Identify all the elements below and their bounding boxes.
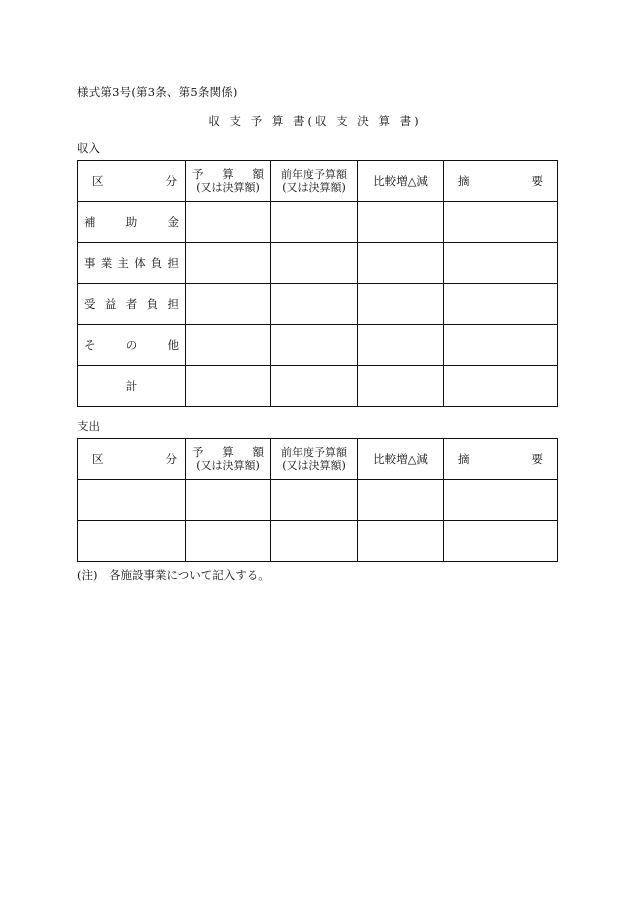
income-header-row (78, 161, 558, 202)
cell-previous-year[interactable] (271, 202, 358, 243)
table-row (78, 202, 558, 243)
cell-comparison[interactable] (358, 366, 444, 407)
cell-comparison[interactable] (358, 325, 444, 366)
cell-summary[interactable] (444, 480, 558, 521)
cell-category[interactable] (78, 480, 186, 521)
header-budget-amount: 予 算 額 (又は決算額) (186, 161, 271, 202)
cell-previous-year[interactable] (271, 325, 358, 366)
cell-summary[interactable] (444, 202, 558, 243)
footnote: (注) 各施設事業について記入する。 (77, 568, 270, 582)
header-previous-year-budget: 前年度予算額 (又は決算額) (271, 161, 358, 202)
form-number: 様式第3号(第3条、第5条関係) (77, 85, 238, 99)
cell-budget[interactable] (186, 243, 271, 284)
row-label-operator-burden: 事 業 主 体 負 担 (78, 243, 186, 284)
header-comparison: 比較増△減 (358, 161, 444, 202)
header-summary: 摘 要 (444, 439, 558, 480)
cell-budget[interactable] (186, 202, 271, 243)
row-label-total: 計 (78, 366, 186, 407)
cell-budget[interactable] (186, 325, 271, 366)
table-row (78, 243, 558, 284)
row-label-subsidy: 補 助 金 (78, 202, 186, 243)
expense-header-row (78, 439, 558, 480)
cell-budget[interactable] (186, 521, 271, 562)
cell-previous-year[interactable] (271, 243, 358, 284)
cell-comparison[interactable] (358, 284, 444, 325)
table-row (78, 366, 558, 407)
cell-comparison[interactable] (358, 480, 444, 521)
cell-budget[interactable] (186, 366, 271, 407)
income-table (77, 160, 558, 407)
table-row (78, 284, 558, 325)
header-comparison: 比較増△減 (358, 439, 444, 480)
header-summary: 摘 要 (444, 161, 558, 202)
cell-summary[interactable] (444, 325, 558, 366)
cell-previous-year[interactable] (271, 366, 358, 407)
table-row (78, 480, 558, 521)
cell-summary[interactable] (444, 284, 558, 325)
header-category: 区 分 (78, 439, 186, 480)
header-previous-year-budget: 前年度予算額 (又は決算額) (271, 439, 358, 480)
cell-previous-year[interactable] (271, 480, 358, 521)
row-label-beneficiary-burden: 受 益 者 負 担 (78, 284, 186, 325)
cell-summary[interactable] (444, 243, 558, 284)
cell-comparison[interactable] (358, 521, 444, 562)
cell-comparison[interactable] (358, 202, 444, 243)
cell-previous-year[interactable] (271, 521, 358, 562)
header-category: 区 分 (78, 161, 186, 202)
income-section-label: 収入 (77, 141, 100, 155)
cell-previous-year[interactable] (271, 284, 358, 325)
cell-summary[interactable] (444, 366, 558, 407)
header-budget-amount: 予 算 額 (又は決算額) (186, 439, 271, 480)
cell-category[interactable] (78, 521, 186, 562)
expense-table (77, 438, 558, 562)
document-title: 収 支 予 算 書(収 支 決 算 書) (208, 114, 422, 128)
expense-section-label: 支出 (77, 419, 100, 433)
table-row (78, 521, 558, 562)
cell-budget[interactable] (186, 480, 271, 521)
cell-summary[interactable] (444, 521, 558, 562)
cell-budget[interactable] (186, 284, 271, 325)
row-label-other: そ の 他 (78, 325, 186, 366)
table-row (78, 325, 558, 366)
cell-comparison[interactable] (358, 243, 444, 284)
